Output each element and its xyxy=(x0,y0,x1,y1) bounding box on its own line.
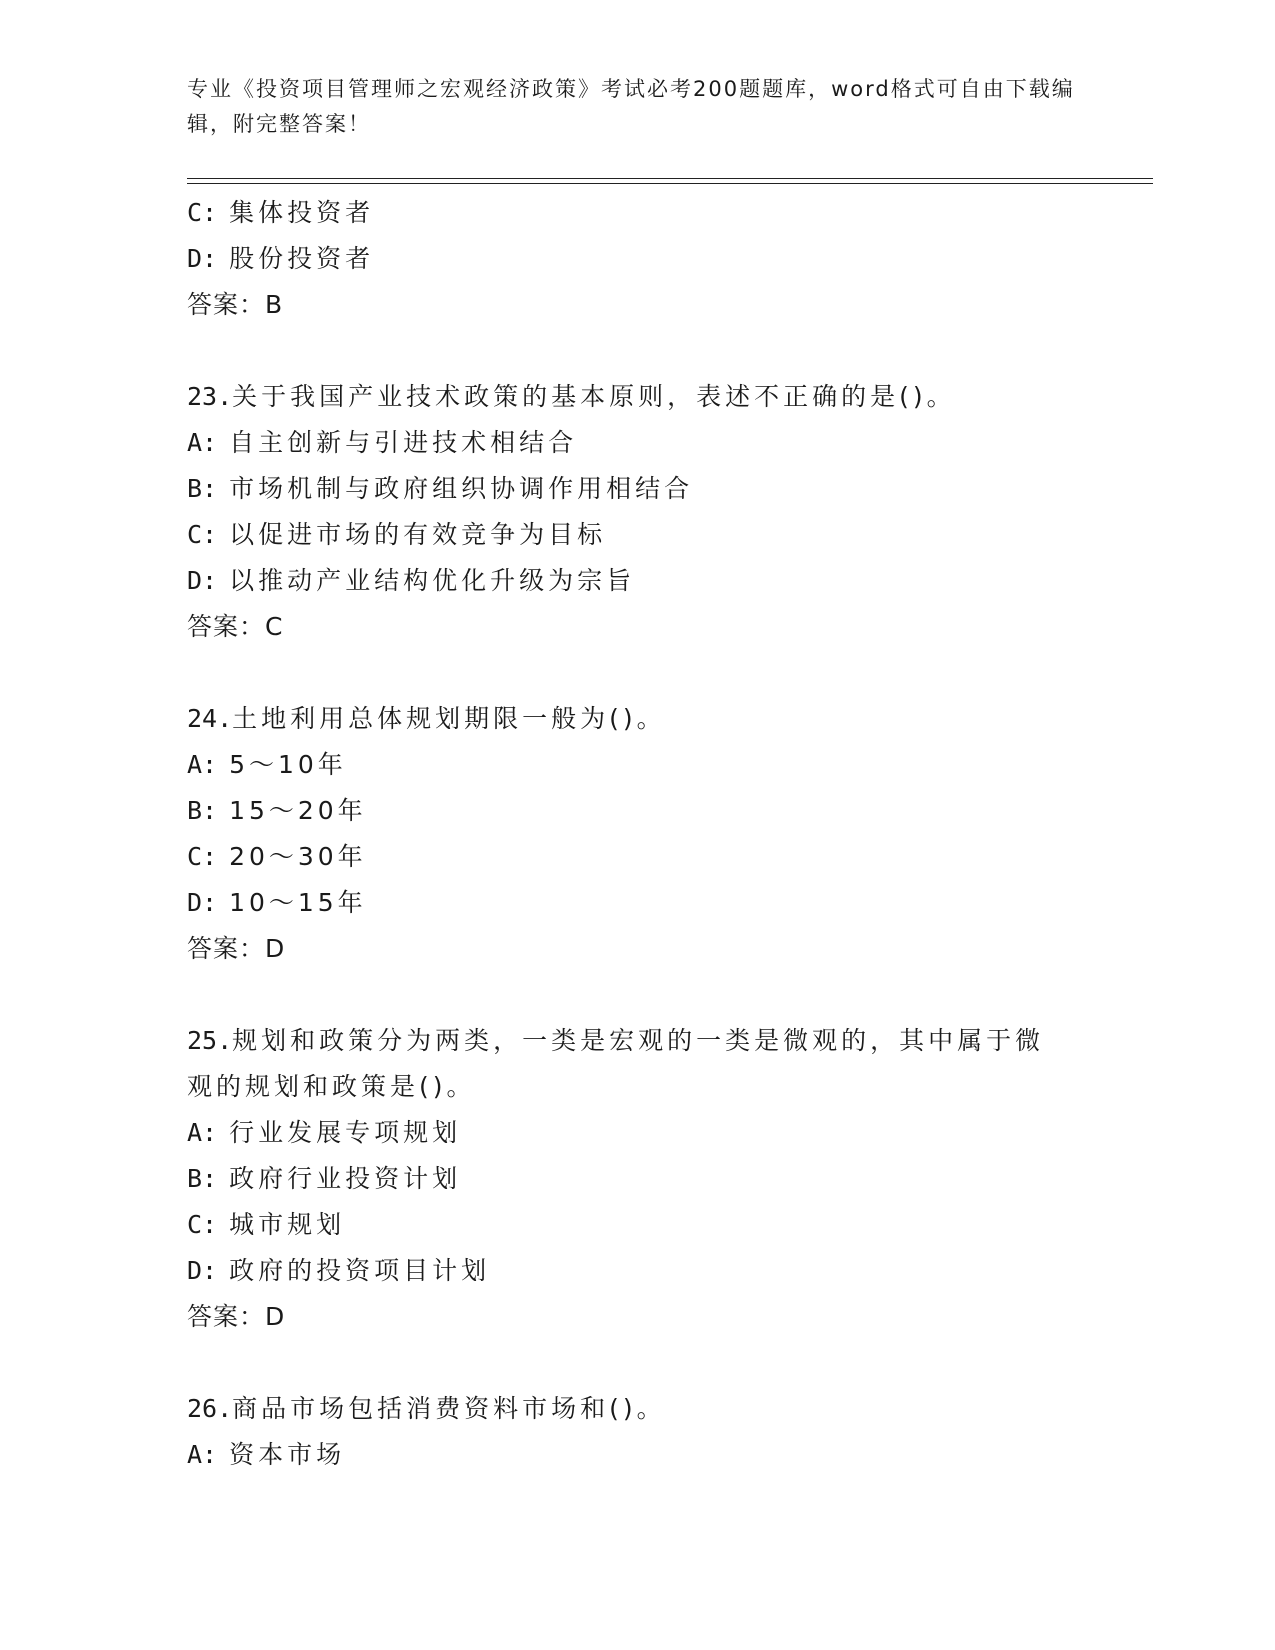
question-23 xyxy=(187,374,1087,650)
question-stem: 23.关于我国产业技术政策的基本原则，表述不正确的是()。 xyxy=(187,382,956,411)
header-divider xyxy=(187,178,1153,184)
question-stem: 25.规划和政策分为两类，一类是宏观的一类是微观的，其中属于微观的规划和政策是()。 xyxy=(187,1026,1045,1101)
question-26 xyxy=(187,1386,1087,1478)
option-a: A: 资本市场 xyxy=(187,1440,346,1469)
question-24 xyxy=(187,696,1087,972)
option-b: B: 市场机制与政府组织协调作用相结合 xyxy=(187,474,694,503)
option-c: C: 集体投资者 xyxy=(187,198,375,227)
option-d: D: 政府的投资项目计划 xyxy=(187,1256,491,1285)
question-stem: 24.土地利用总体规划期限一般为()。 xyxy=(187,704,666,733)
question-25 xyxy=(187,1018,1087,1340)
document-header xyxy=(187,72,1087,142)
answer-line: 答案：D xyxy=(187,1302,286,1331)
answer-line: 答案：C xyxy=(187,612,284,641)
answer-line: 答案：B xyxy=(187,290,284,319)
option-c: C: 以促进市场的有效竞争为目标 xyxy=(187,520,607,549)
option-d: D: 以推动产业结构优化升级为宗旨 xyxy=(187,566,636,595)
option-b: B: 15～20年 xyxy=(187,796,367,825)
previous-question-tail xyxy=(187,190,1087,328)
option-d: D: 10～15年 xyxy=(187,888,367,917)
option-a: A: 自主创新与引进技术相结合 xyxy=(187,428,578,457)
option-b: B: 政府行业投资计划 xyxy=(187,1164,462,1193)
question-list xyxy=(187,190,1087,1478)
header-title: 专业《投资项目管理师之宏观经济政策》考试必考200题题库，word格式可自由下载编辑，附完整答案！ xyxy=(187,77,1075,136)
question-stem: 26.商品市场包括消费资料市场和()。 xyxy=(187,1394,666,1423)
option-a: A: 行业发展专项规划 xyxy=(187,1118,462,1147)
option-d: D: 股份投资者 xyxy=(187,244,375,273)
option-c: C: 20～30年 xyxy=(187,842,367,871)
answer-line: 答案：D xyxy=(187,934,286,963)
option-c: C: 城市规划 xyxy=(187,1210,346,1239)
option-a: A: 5～10年 xyxy=(187,750,347,779)
